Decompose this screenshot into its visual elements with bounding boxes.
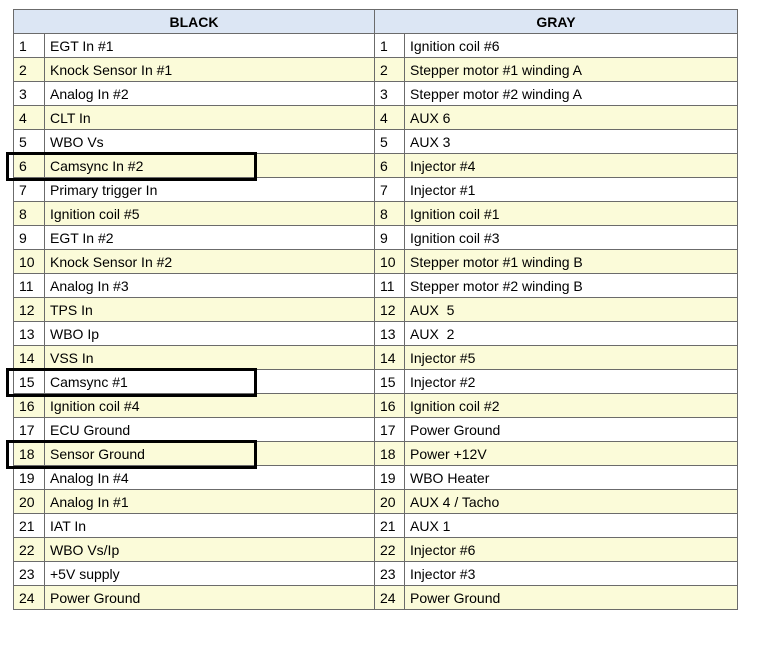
gray-pin-function: Injector #5	[405, 346, 738, 370]
black-pin-function: TPS In	[45, 298, 375, 322]
black-pin-function: Primary trigger In	[45, 178, 375, 202]
gray-pin-function: AUX 4 / Tacho	[405, 490, 738, 514]
black-pin-number: 16	[14, 394, 45, 418]
gray-pin-function: Ignition coil #3	[405, 226, 738, 250]
table-row	[14, 322, 738, 346]
black-pin-number: 11	[14, 274, 45, 298]
black-connector-header: BLACK	[14, 10, 375, 34]
gray-pin-number: 9	[375, 226, 405, 250]
pinout-table-container	[13, 9, 738, 610]
table-row	[14, 370, 738, 394]
black-pin-function: WBO Vs	[45, 130, 375, 154]
black-pin-number: 6	[14, 154, 45, 178]
table-row	[14, 154, 738, 178]
table-row	[14, 178, 738, 202]
gray-pin-function: Injector #6	[405, 538, 738, 562]
black-pin-number: 13	[14, 322, 45, 346]
black-pin-function: Power Ground	[45, 586, 375, 610]
table-row	[14, 226, 738, 250]
black-pin-number: 15	[14, 370, 45, 394]
gray-pin-function: Ignition coil #6	[405, 34, 738, 58]
gray-pin-number: 15	[375, 370, 405, 394]
black-pin-number: 8	[14, 202, 45, 226]
gray-pin-number: 14	[375, 346, 405, 370]
black-pin-function: ECU Ground	[45, 418, 375, 442]
gray-pin-number: 3	[375, 82, 405, 106]
table-row	[14, 562, 738, 586]
gray-connector-header: GRAY	[375, 10, 738, 34]
black-pin-number: 7	[14, 178, 45, 202]
gray-pin-number: 13	[375, 322, 405, 346]
table-row	[14, 106, 738, 130]
black-pin-number: 23	[14, 562, 45, 586]
gray-pin-function: Injector #1	[405, 178, 738, 202]
gray-pin-function: AUX 1	[405, 514, 738, 538]
black-pin-number: 3	[14, 82, 45, 106]
gray-pin-function: Power +12V	[405, 442, 738, 466]
gray-pin-number: 23	[375, 562, 405, 586]
gray-pin-function: WBO Heater	[405, 466, 738, 490]
gray-pin-function: AUX 5	[405, 298, 738, 322]
gray-pin-number: 18	[375, 442, 405, 466]
gray-pin-function: Ignition coil #2	[405, 394, 738, 418]
gray-pin-function: Injector #3	[405, 562, 738, 586]
black-pin-function: EGT In #2	[45, 226, 375, 250]
black-pin-number: 14	[14, 346, 45, 370]
black-pin-function: Camsync In #2	[45, 154, 375, 178]
black-pin-function: WBO Ip	[45, 322, 375, 346]
gray-pin-number: 11	[375, 274, 405, 298]
gray-pin-function: AUX 3	[405, 130, 738, 154]
black-pin-number: 18	[14, 442, 45, 466]
black-pin-number: 20	[14, 490, 45, 514]
gray-pin-function: Stepper motor #2 winding A	[405, 82, 738, 106]
table-row	[14, 538, 738, 562]
table-body	[14, 34, 738, 610]
black-pin-function: Knock Sensor In #1	[45, 58, 375, 82]
gray-pin-function: Stepper motor #1 winding B	[405, 250, 738, 274]
table-row	[14, 514, 738, 538]
gray-pin-number: 12	[375, 298, 405, 322]
black-pin-function: Analog In #3	[45, 274, 375, 298]
gray-pin-function: AUX 6	[405, 106, 738, 130]
gray-pin-number: 20	[375, 490, 405, 514]
black-pin-number: 22	[14, 538, 45, 562]
black-pin-function: VSS In	[45, 346, 375, 370]
black-pin-number: 5	[14, 130, 45, 154]
table-row	[14, 346, 738, 370]
black-pin-number: 21	[14, 514, 45, 538]
gray-pin-number: 10	[375, 250, 405, 274]
black-pin-number: 17	[14, 418, 45, 442]
table-row	[14, 298, 738, 322]
black-pin-function: Analog In #1	[45, 490, 375, 514]
gray-pin-number: 24	[375, 586, 405, 610]
table-header-row	[14, 10, 738, 34]
black-pin-number: 12	[14, 298, 45, 322]
table-row	[14, 418, 738, 442]
table-row	[14, 130, 738, 154]
table-row	[14, 274, 738, 298]
gray-pin-function: Power Ground	[405, 586, 738, 610]
gray-pin-function: Power Ground	[405, 418, 738, 442]
table-row	[14, 394, 738, 418]
gray-pin-number: 5	[375, 130, 405, 154]
table-row	[14, 586, 738, 610]
gray-pin-number: 22	[375, 538, 405, 562]
black-pin-function: WBO Vs/Ip	[45, 538, 375, 562]
black-pin-function: Analog In #4	[45, 466, 375, 490]
gray-pin-number: 21	[375, 514, 405, 538]
black-pin-function: CLT In	[45, 106, 375, 130]
black-pin-number: 10	[14, 250, 45, 274]
black-pin-number: 2	[14, 58, 45, 82]
gray-pin-function: Ignition coil #1	[405, 202, 738, 226]
gray-pin-function: Injector #4	[405, 154, 738, 178]
black-pin-function: EGT In #1	[45, 34, 375, 58]
table-row	[14, 34, 738, 58]
gray-pin-function: AUX 2	[405, 322, 738, 346]
gray-pin-function: Stepper motor #1 winding A	[405, 58, 738, 82]
gray-pin-number: 4	[375, 106, 405, 130]
table-row	[14, 466, 738, 490]
table-row	[14, 58, 738, 82]
black-pin-function: +5V supply	[45, 562, 375, 586]
gray-pin-number: 17	[375, 418, 405, 442]
black-pin-function: Ignition coil #5	[45, 202, 375, 226]
black-pin-function: Knock Sensor In #2	[45, 250, 375, 274]
gray-pin-number: 1	[375, 34, 405, 58]
table-row	[14, 202, 738, 226]
gray-pin-number: 7	[375, 178, 405, 202]
black-pin-function: Camsync #1	[45, 370, 375, 394]
pinout-table	[13, 9, 738, 610]
gray-pin-number: 6	[375, 154, 405, 178]
black-pin-number: 1	[14, 34, 45, 58]
black-pin-function: Ignition coil #4	[45, 394, 375, 418]
black-pin-number: 9	[14, 226, 45, 250]
gray-pin-function: Stepper motor #2 winding B	[405, 274, 738, 298]
black-pin-function: IAT In	[45, 514, 375, 538]
black-pin-number: 24	[14, 586, 45, 610]
gray-pin-number: 8	[375, 202, 405, 226]
table-row	[14, 490, 738, 514]
gray-pin-number: 16	[375, 394, 405, 418]
black-pin-number: 4	[14, 106, 45, 130]
table-row	[14, 442, 738, 466]
black-pin-function: Analog In #2	[45, 82, 375, 106]
black-pin-number: 19	[14, 466, 45, 490]
gray-pin-number: 19	[375, 466, 405, 490]
table-row	[14, 82, 738, 106]
black-pin-function: Sensor Ground	[45, 442, 375, 466]
gray-pin-function: Injector #2	[405, 370, 738, 394]
table-row	[14, 250, 738, 274]
gray-pin-number: 2	[375, 58, 405, 82]
